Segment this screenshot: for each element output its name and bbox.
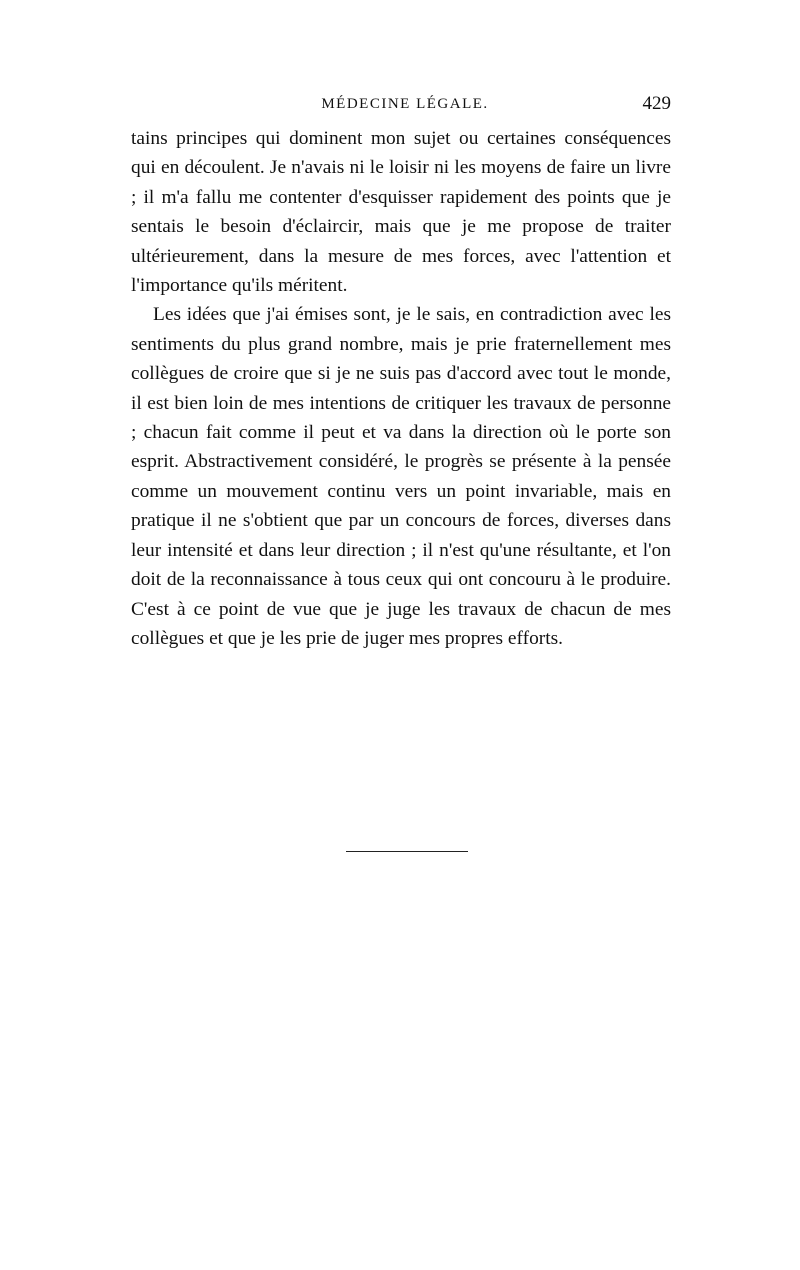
- running-head: [131, 92, 671, 116]
- section-end-rule: [346, 851, 468, 852]
- body-text: [131, 124, 671, 653]
- paragraph-1: tains principes qui dominent mon sujet ou certaines conséquences qui en découlent. Je n'avais ni le loisir ni les moyens de faire un livre ; il m'a fallu me contenter d'esquisser rapidement des points que je sentais le besoin d'éclaircir, mais que je me propose de traiter ultérieurement, dans la mesure de mes forces, avec l'attention et l'importance qu'ils méritent.: [131, 128, 671, 297]
- paragraph-2: Les idées que j'ai émises sont, je le sais, en contradiction avec les sentiments du plus grand nombre, mais je prie fraternellement mes collègues de croire que si je ne suis pas d'accord avec tout le monde, il est bien loin de mes intentions de critiquer les travaux de personne ; chacun fait comme il peut et va dans la direction où le porte son esprit. Abstractivement considéré, le progrès se présente à la pensée comme un mouvement continu vers un point invariable, mais en pratique il ne s'obtient que par un concours de forces, diverses dans leur intensité et dans leur direction ; il n'est qu'une résultante, et l'on doit de la reconnaissance à tous ceux qui ont concouru à le produire. C'est à ce point de vue que je juge les travaux de chacun de mes collègues et que je les prie de juger mes propres efforts.: [131, 304, 671, 649]
- page-number: 429: [642, 93, 671, 114]
- running-title: MÉDECINE LÉGALE.: [321, 96, 489, 112]
